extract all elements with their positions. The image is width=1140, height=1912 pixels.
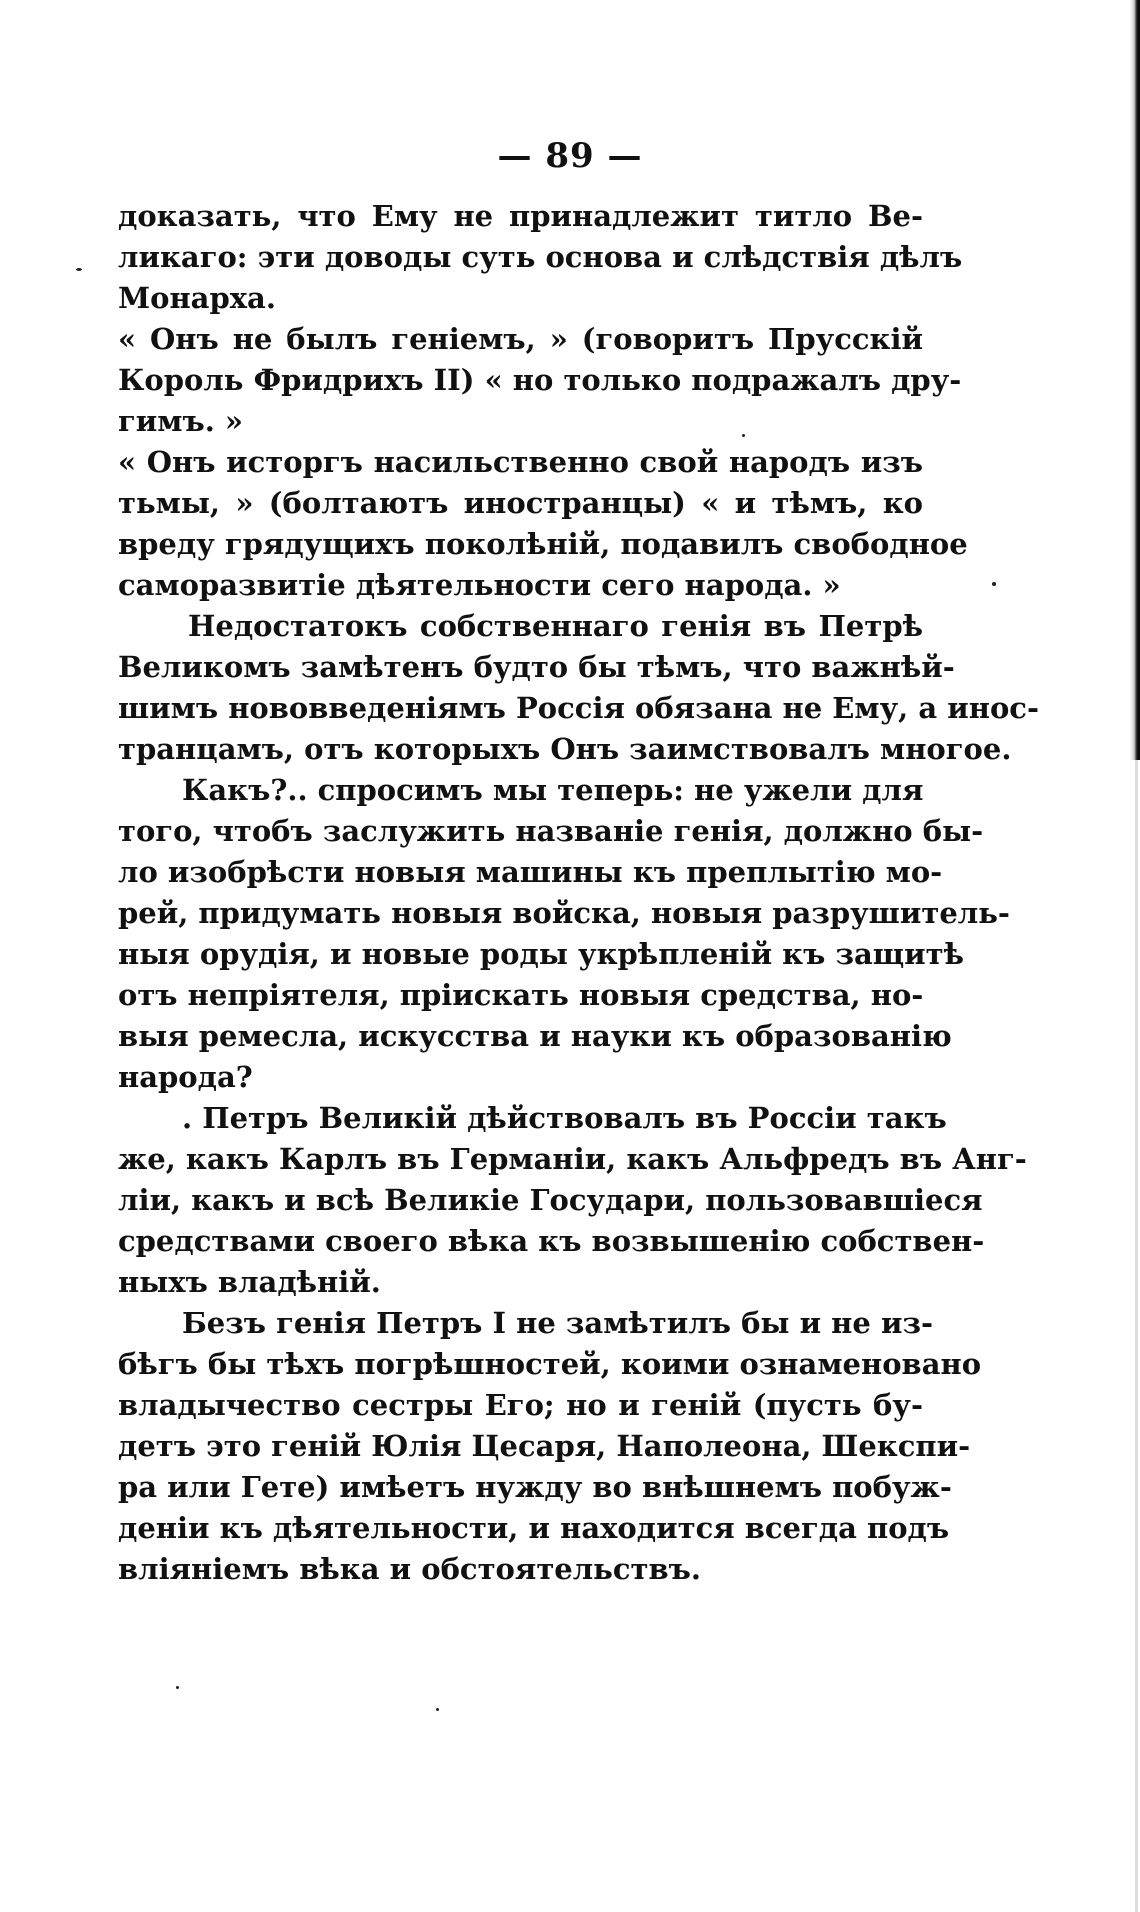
text-line: Монарха.	[118, 281, 276, 315]
text-line: Безъ генія Петръ I не замѣтилъ бы и не из-	[182, 1306, 934, 1340]
text-line: ныя орудія, и новые роды укрѣпленій къ защитѣ	[118, 937, 964, 971]
body-text	[118, 196, 1040, 1590]
text-line: шимъ нововведеніямъ Россія обязана не Ему, а инос-	[118, 691, 1040, 725]
text-line: тьмы, » (болтаютъ иностранцы) « и тѣмъ, ко	[118, 486, 923, 520]
text-line: ліи, какъ и всѣ Великіе Государи, пользовавшіеся	[118, 1183, 983, 1217]
text-line: рей, придумать новыя войска, новыя разрушитель-	[118, 896, 1010, 930]
text-line: деніи къ дѣятельности, и находится всегда подъ	[118, 1511, 950, 1545]
text-line: выя ремесла, искусства и науки къ образованію	[118, 1019, 952, 1053]
text-line: детъ это геній Юлія Цесаря, Наполеона, Шекспи-	[118, 1429, 971, 1463]
text-line: ликаго: эти доводы суть основа и слѣдствія дѣлъ	[118, 240, 963, 274]
scan-speck	[176, 1686, 179, 1689]
text-line: . Петръ Великій дѣйствовалъ въ Россіи такъ	[182, 1101, 947, 1135]
scan-speck	[436, 1708, 439, 1711]
paragraph	[118, 1098, 1027, 1303]
paragraph	[118, 196, 963, 319]
text-line: « Онъ не былъ геніемъ, » (говоритъ Прусскій	[118, 322, 923, 356]
paragraph	[118, 442, 968, 606]
text-line: средствами своего вѣка къ возвышенію собствен-	[118, 1224, 985, 1258]
text-line: саморазвитіе дѣятельности сего народа. »	[118, 568, 841, 602]
text-line: того, чтобъ заслужить названіе генія, должно бы-	[118, 814, 984, 848]
text-line: народа?	[118, 1060, 253, 1094]
text-line: транцамъ, отъ которыхъ Онъ заимствовалъ многое.	[118, 732, 1012, 766]
scan-border-edge	[1130, 0, 1140, 760]
text-line: Король Фридрихъ II) « но только подражалъ дру-	[118, 363, 962, 397]
text-line: Какъ?.. спросимъ мы теперь: не ужели для	[182, 773, 924, 807]
scan-speck	[992, 582, 996, 586]
paragraph	[118, 319, 962, 442]
text-line: ныхъ владѣній.	[118, 1265, 381, 1299]
text-line: гимъ. »	[118, 404, 244, 438]
text-line: вліяніемъ вѣка и обстоятельствъ.	[118, 1552, 701, 1586]
scan-border-edge-lower	[1135, 760, 1138, 1912]
text-line: же, какъ Карлъ въ Германіи, какъ Альфредъ въ Анг-	[118, 1142, 1027, 1176]
text-line: отъ непріятеля, пріискать новыя средства, но-	[118, 978, 924, 1012]
paragraph	[118, 1303, 982, 1590]
page-number: — 89 —	[497, 136, 643, 176]
text-line: ло изобрѣсти новыя машины къ преплытію мо-	[118, 855, 943, 889]
text-line: Великомъ замѣтенъ будто бы тѣмъ, что важнѣй-	[118, 650, 955, 684]
text-line: доказать, что Ему не принадлежит титло Ве-	[118, 199, 923, 233]
text-line: « Онъ исторгъ насильственно свой народъ изъ	[118, 445, 923, 479]
paragraph	[118, 770, 1010, 1098]
text-line: Недостатокъ собственнаго генія въ Петрѣ	[188, 609, 923, 643]
text-line: бѣгъ бы тѣхъ погрѣшностей, коими ознаменовано	[118, 1347, 982, 1381]
paragraph	[118, 606, 1040, 770]
scan-speck	[76, 268, 82, 271]
text-line: ра или Гете) имѣетъ нужду во внѣшнемъ побуж-	[118, 1470, 952, 1504]
text-line: вреду грядущихъ поколѣній, подавилъ свободное	[118, 527, 968, 561]
text-line: владычество сестры Его; но и геній (пусть бу-	[118, 1388, 923, 1422]
